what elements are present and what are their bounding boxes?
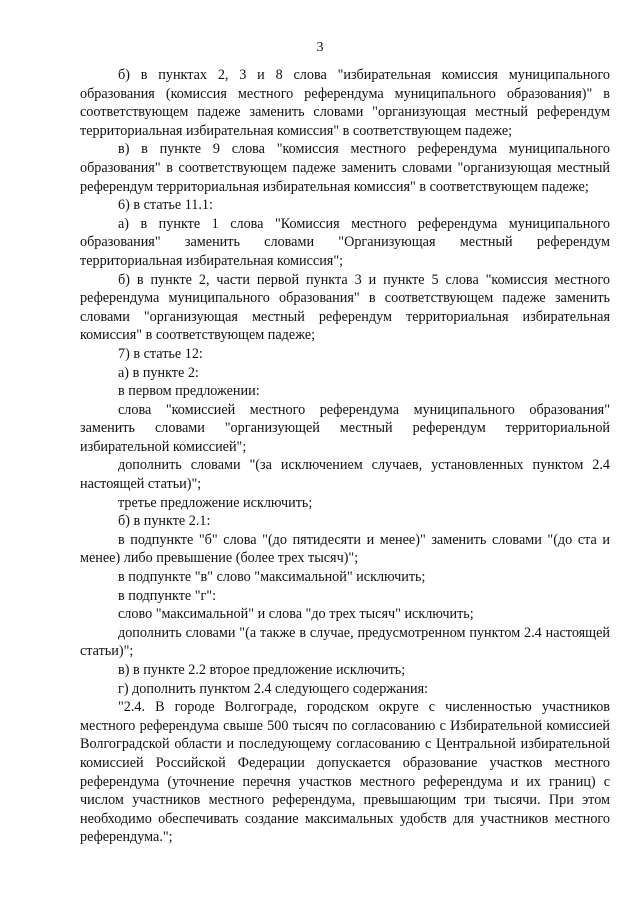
- document-body: [80, 66, 610, 847]
- paragraph-11-1-b: б) в пункте 2, части первой пункта 3 и пункте 5 слова "комиссия местного референдума муниципального образования" в соответствующем падеже заменить словами "организующая местный референдум территориальная избирательная комиссия" в соответствующем падеже;: [80, 271, 610, 344]
- page-number: 3: [316, 40, 324, 55]
- paragraph-max-words: слово "максимальной" и слова "до трех тысяч" исключить;: [118, 606, 474, 623]
- paragraph-words-replace: слова "комиссией местного референдума муниципального образования" заменить словами "организующей местный референдум территориальной избирательной комиссией";: [80, 401, 610, 455]
- paragraph-add-words-2-4: дополнить словами "(за исключением случаев, установленных пунктом 2.4 настоящей статьи)";: [80, 457, 610, 493]
- paragraph-subitem-g: в подпункте "г":: [118, 587, 217, 604]
- paragraph-article-11-1: 6) в статье 11.1:: [118, 197, 213, 214]
- paragraph-amend-b-items-2-3-8: б) в пунктах 2, 3 и 8 слова "избирательная комиссия муниципального образования (комиссия местного референдума муниципального образования)" в соответствующем падеже заменить словами "организующая местный референдум территориальная избирательная комиссия" в соответствующем падеже;: [80, 67, 610, 139]
- paragraph-article-12: 7) в статье 12:: [118, 345, 203, 362]
- paragraph-third-sentence: третье предложение исключить;: [118, 494, 313, 511]
- paragraph-subitem-v: в подпункте "в" слово "максимальной" исключить;: [118, 569, 426, 586]
- paragraph-add-words-case: дополнить словами "(а также в случае, предусмотренном пунктом 2.4 настоящей статьи)";: [80, 624, 610, 660]
- paragraph-item-2-4-text: "2.4. В городе Волгограде, городском округе с численностью участников местного референдума свыше 500 тысяч по согласованию с Избирательной комиссией Волгоградской области и последующему согласованию с Центральной избирательной комиссией Российской Федерации допускается образование участков местного референдума (уточнение перечня участков местного референдума и их границ) с числом участников местного референдума, превышающим три тысячи. При этом необходимо обеспечивать создание максимальных удобств для участников местного референдума.";: [80, 699, 610, 846]
- paragraph-first-sentence: в первом предложении:: [118, 383, 260, 400]
- paragraph-12-g: г) дополнить пунктом 2.4 следующего содержания:: [118, 680, 429, 697]
- paragraph-amend-v-item-9: в) в пункте 9 слова "комиссия местного референдума муниципального образования" в соответствующем падеже заменить словами "организующая местный референдум территориальная избирательная комиссия" в соответствующем падеже;: [80, 141, 610, 195]
- paragraph-12-a: а) в пункте 2:: [118, 364, 199, 381]
- paragraph-12-b: б) в пункте 2.1:: [118, 513, 211, 530]
- paragraph-11-1-a: а) в пункте 1 слова "Комиссия местного референдума муниципального образования" заменить словами "Организующая местный референдум территориальная избирательная комиссия";: [80, 215, 610, 269]
- paragraph-12-v: в) в пункте 2.2 второе предложение исключить;: [118, 662, 406, 678]
- paragraph-subitem-b: в подпункте "б" слова "(до пятидесяти и менее)" заменить словами "(до ста и менее) либо превышение (более трех тысяч)";: [80, 531, 610, 567]
